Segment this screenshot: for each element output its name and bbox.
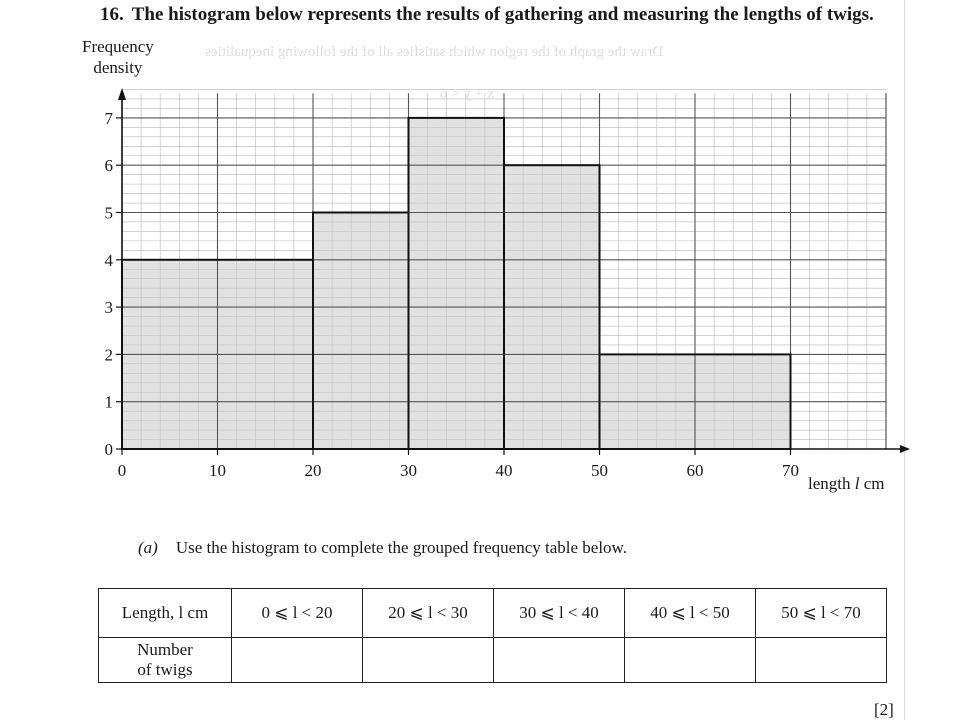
x-tick-label: 20: [304, 461, 322, 480]
row-label-line2: of twigs: [137, 660, 193, 679]
class-interval-5: 50 ⩽ l < 70: [756, 589, 887, 638]
y-tick-label: 1: [104, 392, 113, 412]
class-interval-4: 40 ⩽ l < 50: [625, 589, 756, 638]
question-text: The histogram below represents the results of gathering and measuring the lengths of twigs.: [131, 4, 874, 25]
class-interval-1: 0 ⩽ l < 20: [232, 589, 363, 638]
part-a-prompt: [138, 538, 627, 558]
x-axis-label-variable: l: [854, 474, 860, 493]
class-interval-3: 30 ⩽ l < 40: [494, 589, 625, 638]
y-tick-label: 2: [104, 345, 113, 365]
x-tick-label: 50: [591, 461, 608, 480]
x-tick-label: 0: [117, 461, 127, 480]
x-axis-label-prefix: length: [808, 474, 855, 493]
part-a-letter: (a): [138, 538, 158, 557]
x-axis-label: [808, 474, 885, 494]
y-tick-label: 3: [104, 298, 113, 318]
bleed-through-text-1: Draw the graph of the region which satisfies all of the following inequalities: [205, 44, 664, 60]
twigs-answer-cell-2[interactable]: [363, 638, 494, 683]
marks-label: [2]: [874, 700, 894, 719]
histogram-bars: [122, 118, 791, 449]
table-header-length: Length, l cm: [99, 589, 232, 638]
x-tick-label: 30: [400, 461, 417, 480]
y-tick-label: 6: [104, 156, 113, 176]
histogram-bar-3: [409, 118, 505, 449]
question-number: 16.: [100, 4, 124, 25]
y-tick-label: 0: [104, 440, 113, 459]
table-row-number-of-twigs: [99, 638, 887, 683]
x-tick-label: 40: [495, 461, 513, 480]
x-axis-label-unit: cm: [859, 474, 885, 493]
y-axis-label-line1: Frequency: [82, 37, 154, 56]
x-axis-arrow: [900, 445, 910, 453]
grouped-frequency-table: [98, 588, 887, 683]
y-tick-label: 5: [104, 203, 113, 223]
y-tick-label: 4: [104, 250, 113, 270]
y-tick-label: 7: [104, 108, 113, 128]
part-a-text: Use the histogram to complete the grouped frequency table below.: [175, 538, 627, 557]
bleed-through-text-2: x + y < 6: [440, 86, 495, 102]
class-interval-2: 20 ⩽ l < 30: [363, 589, 494, 638]
twigs-answer-cell-5[interactable]: [756, 638, 887, 683]
x-tick-label: 60: [686, 461, 704, 480]
y-axis-label-line2: density: [93, 58, 143, 77]
histogram-bar-2: [313, 213, 409, 450]
twigs-answer-cell-1[interactable]: [232, 638, 363, 683]
x-tick-label: 10: [209, 461, 226, 480]
table-header-number-of-twigs: [99, 638, 232, 683]
twigs-answer-cell-4[interactable]: [625, 638, 756, 683]
table-row-length: [99, 589, 887, 638]
row-label-line1: Number: [137, 640, 193, 659]
twigs-answer-cell-3[interactable]: [494, 638, 625, 683]
x-tick-label: 70: [782, 461, 799, 480]
